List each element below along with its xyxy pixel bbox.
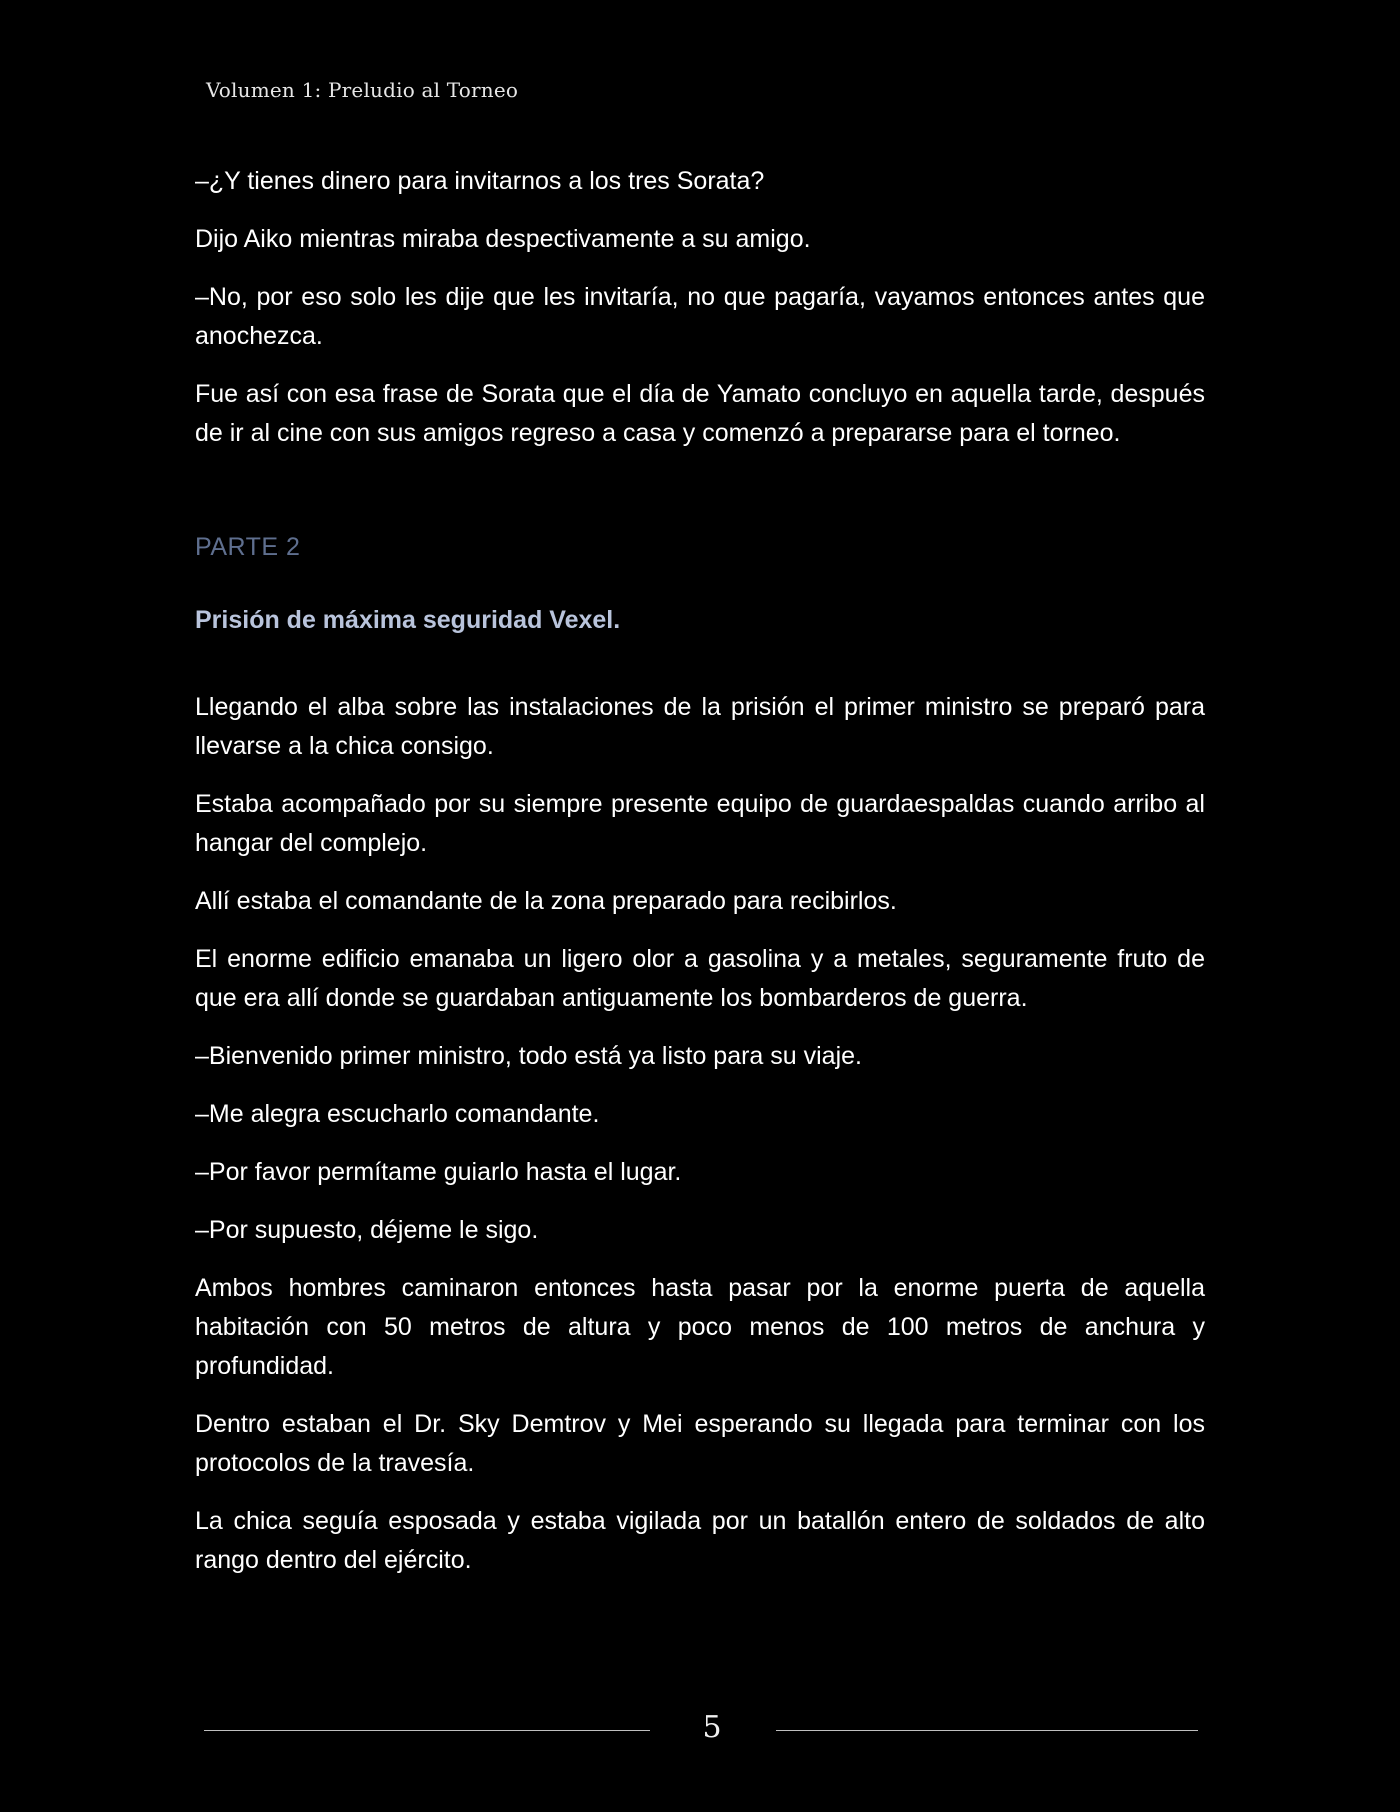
paragraph: Ambos hombres caminaron entonces hasta pasar por la enorme puerta de aquella habitación con 50 metros de altura y poco menos de 100 metros de anchura y profundidad. xyxy=(195,1274,1205,1380)
paragraph: Fue así con esa frase de Sorata que el día de Yamato concluyo en aquella tarde, después de ir al cine con sus amigos regreso a casa y comenzó a prepararse para el torneo. xyxy=(195,380,1205,447)
paragraph: –¿Y tienes dinero para invitarnos a los tres Sorata? xyxy=(195,167,765,195)
paragraph: Dijo Aiko mientras miraba despectivamente a su amigo. xyxy=(195,225,811,253)
paragraph: Allí estaba el comandante de la zona preparado para recibirlos. xyxy=(195,887,897,915)
footer-rule-left xyxy=(204,1730,650,1731)
paragraph: Llegando el alba sobre las instalaciones de la prisión el primer ministro se preparó para llevarse a la chica consigo. xyxy=(195,693,1205,760)
paragraph: –No, por eso solo les dije que les invitaría, no que pagaría, vayamos entonces antes que anochezca. xyxy=(195,283,1205,350)
paragraph: Dentro estaban el Dr. Sky Demtrov y Mei esperando su llegada para terminar con los protocolos de la travesía. xyxy=(195,1410,1205,1477)
paragraph: –Por favor permítame guiarlo hasta el lugar. xyxy=(195,1158,682,1186)
paragraph: –Por supuesto, déjeme le sigo. xyxy=(195,1216,539,1244)
footer-rule-right xyxy=(776,1730,1198,1731)
running-header: Volumen 1: Preludio al Torneo xyxy=(206,78,519,102)
paragraph: –Bienvenido primer ministro, todo está ya listo para su viaje. xyxy=(195,1042,862,1070)
paragraph: La chica seguía esposada y estaba vigilada por un batallón entero de soldados de alto rango dentro del ejército. xyxy=(195,1507,1205,1574)
paragraph: –Me alegra escucharlo comandante. xyxy=(195,1100,600,1128)
section-label: PARTE 2 xyxy=(195,533,301,561)
page-body xyxy=(195,162,1205,1599)
paragraph: Estaba acompañado por su siempre presente equipo de guardaespaldas cuando arribo al hangar del complejo. xyxy=(195,790,1205,857)
section-title: Prisión de máxima seguridad Vexel. xyxy=(195,606,621,634)
paragraph: El enorme edificio emanaba un ligero olor a gasolina y a metales, seguramente fruto de que era allí donde se guardaban antiguamente los bombarderos de guerra. xyxy=(195,945,1205,1012)
page-number: 5 xyxy=(702,1710,722,1745)
